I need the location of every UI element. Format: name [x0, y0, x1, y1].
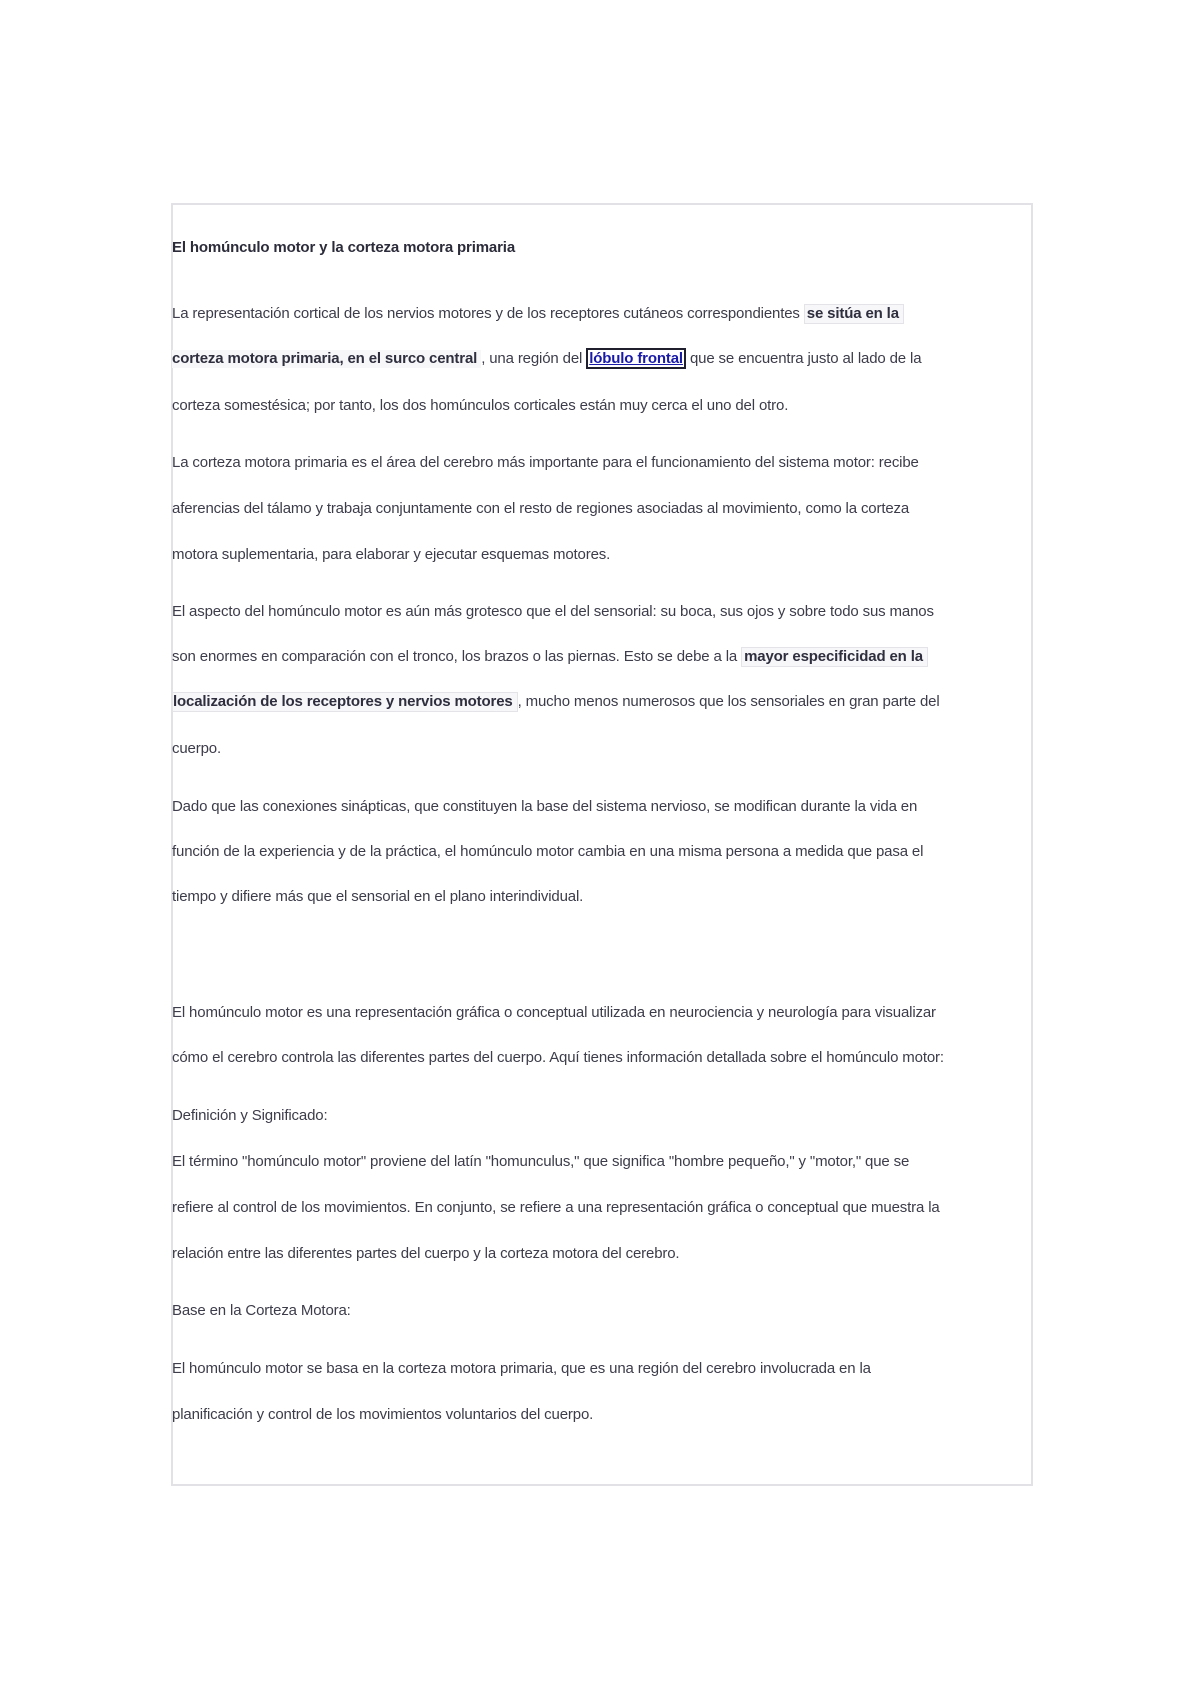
- p7-line1: El homúnculo motor se basa en la corteza motora primaria, que es una región del cerebro involucrada en la: [172, 1360, 871, 1377]
- highlight-se-situa: se sitúa en la: [804, 304, 904, 324]
- p5-line1: El homúnculo motor es una representación gráfica o conceptual utilizada en neurociencia y neurología para visualizar: [172, 1004, 936, 1021]
- p6-line3: relación entre las diferentes partes del cuerpo y la corteza motora del cerebro.: [172, 1245, 680, 1262]
- p1-line1-text: La representación cortical de los nervios motores y de los receptores cutáneos correspondientes: [172, 305, 804, 322]
- p3-line3: [172, 693, 940, 710]
- p4-line1: Dado que las conexiones sinápticas, que constituyen la base del sistema nervioso, se modifican durante la vida en: [172, 798, 918, 815]
- p3-line4: cuerpo.: [172, 740, 221, 757]
- p3-line3-text: , mucho menos numerosos que los sensoriales en gran parte del: [517, 693, 940, 710]
- p5-line2: cómo el cerebro controla las diferentes partes del cuerpo. Aquí tienes información detallada sobre el homúnculo motor:: [172, 1049, 944, 1066]
- p1-line2: [172, 350, 921, 367]
- highlight-corteza-motora: corteza motora primaria, en el surco central: [172, 350, 481, 368]
- highlight-mayor-especificidad: mayor especificidad en la: [741, 647, 928, 667]
- page-title: El homúnculo motor y la corteza motora primaria: [172, 239, 516, 256]
- p1-line1: [172, 305, 904, 322]
- p3-line1: El aspecto del homúnculo motor es aún más grotesco que el del sensorial: su boca, sus ojos y sobre todo sus manos: [172, 603, 934, 620]
- p6-line1: El término "homúnculo motor" proviene del latín "homunculus," que significa "hombre pequeño," y "motor," que se: [172, 1153, 910, 1170]
- p1-line3: corteza somestésica; por tanto, los dos homúnculos corticales están muy cerca el uno del otro.: [172, 397, 789, 414]
- p7-line2: planificación y control de los movimientos voluntarios del cuerpo.: [172, 1406, 594, 1423]
- lobulo-frontal-link[interactable]: lóbulo frontal: [586, 348, 686, 369]
- highlight-localizacion: localización de los receptores y nervios motores: [172, 692, 518, 712]
- p4-line3: tiempo y difiere más que el sensorial en el plano interindividual.: [172, 888, 584, 905]
- definicion-heading: Definición y Significado:: [172, 1107, 328, 1124]
- p4-line2: función de la experiencia y de la práctica, el homúnculo motor cambia en una misma persona a medida que pasa el: [172, 843, 924, 860]
- p3-line2-text: son enormes en comparación con el tronco, los brazos o las piernas. Esto se debe a la: [172, 648, 742, 665]
- p2-line1: La corteza motora primaria es el área del cerebro más importante para el funcionamiento del sistema motor: recibe: [172, 454, 919, 471]
- p3-line2: [172, 648, 928, 665]
- p2-line2: aferencias del tálamo y trabaja conjuntamente con el resto de regiones asociadas al movimiento, como la corteza: [172, 500, 910, 517]
- base-heading: Base en la Corteza Motora:: [172, 1302, 351, 1319]
- p1-line2-text-b: que se encuentra justo al lado de la: [685, 350, 922, 367]
- p2-line3: motora suplementaria, para elaborar y ejecutar esquemas motores.: [172, 546, 611, 563]
- p6-line2: refiere al control de los movimientos. En conjunto, se refiere a una representación gráfica o conceptual que muestra la: [172, 1199, 940, 1216]
- p1-line2-text-a: , una región del: [481, 350, 587, 367]
